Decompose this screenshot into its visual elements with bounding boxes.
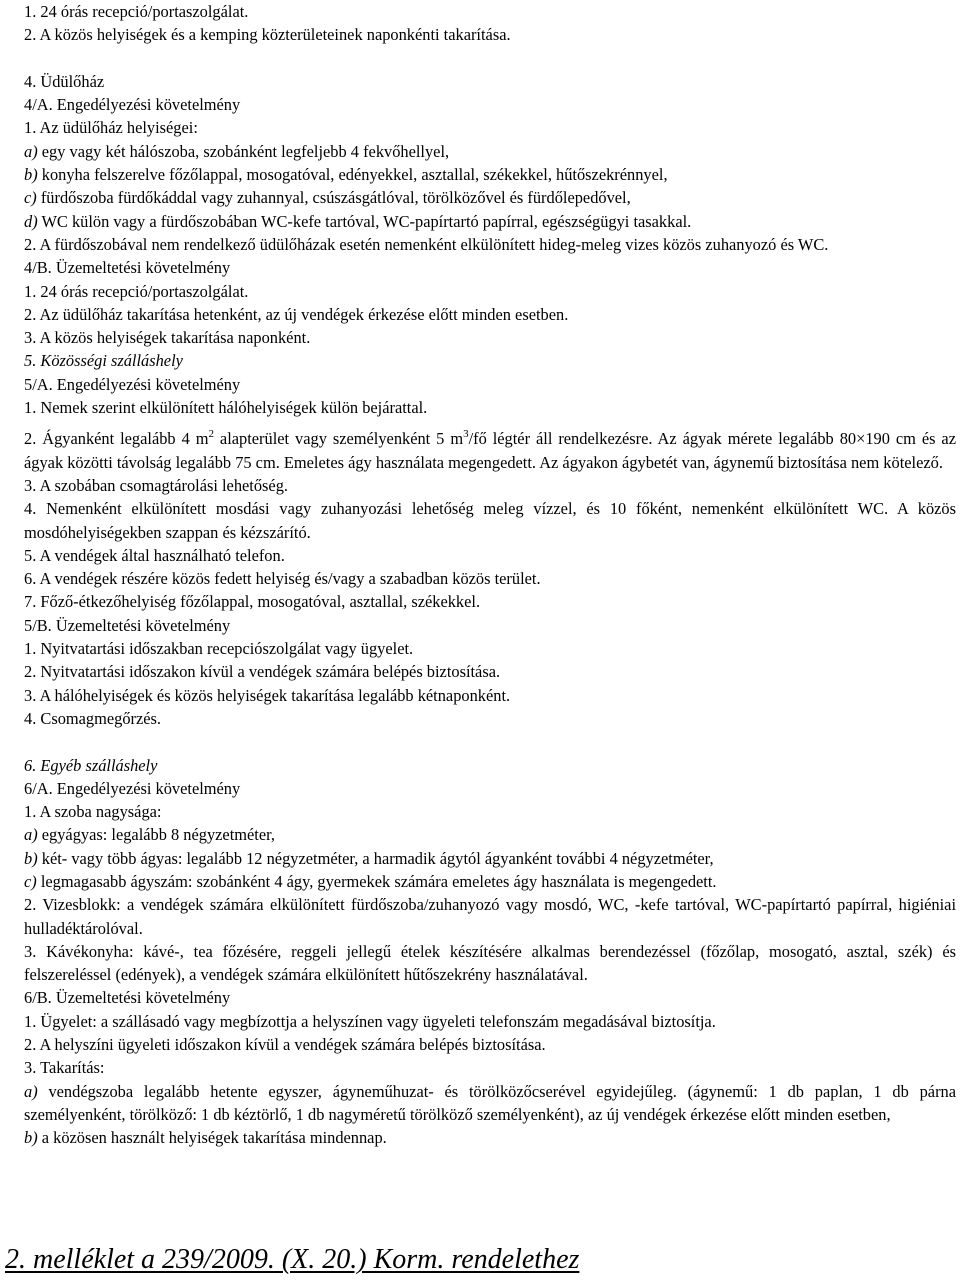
list-marker: b) <box>24 165 38 185</box>
subsection-heading-5b: 5/B. Üzemeltetési követelmény <box>24 615 231 635</box>
paragraph: 3. A közös helyiségek takarítása naponként. <box>24 328 311 348</box>
list-marker: c) <box>24 188 37 208</box>
list-item-text: WC külön vagy a fürdőszobában WC-kefe tartóval, WC-papírtartó papírral, egészségügyi tasakkal. <box>37 211 692 231</box>
paragraph: 3. A hálóhelyiségek és közös helyiségek takarítása legalább kétnaponként. <box>24 685 511 705</box>
subsection-heading-5a: 5/A. Engedélyezési követelmény <box>24 374 241 394</box>
list-item <box>5 1126 956 1149</box>
subsection-heading-4a: 4/A. Engedélyezési követelmény <box>24 95 241 115</box>
paragraph: 3. Kávékonyha: kávé-, tea főzésére, reggeli jellegű ételek készítésére alkalmas berendezéssel (főzőlap, mosogató, asztal, szék) és felszereléssel (edények), a vendégek számára elkülönített hűtőszekrény használatával. <box>24 941 956 985</box>
list-item <box>5 1080 956 1127</box>
list-marker: b) <box>24 848 38 868</box>
list-marker: a) <box>24 141 38 161</box>
list-marker: b) <box>24 1128 38 1148</box>
list-item <box>5 210 956 233</box>
paragraph: 4. Csomagmegőrzés. <box>24 708 162 728</box>
text-run: /fő légtér áll rendelkezésre. Az ágyak mérete legalább 80×190 cm és az ágyak közötti távolság legalább 75 cm. Emeletes ágy használata megengedett. Az ágyakon ágybetét van, ágynemű biztosítása nem kötelező. <box>24 429 956 472</box>
list-item-text: konyha felszerelve főzőlappal, mosogatóval, edényekkel, asztallal, székekkel, hűtőszekrénnyel, <box>37 165 668 185</box>
list-item-text: egy vagy két hálószoba, szobánként legfeljebb 4 fekvőhellyel, <box>37 141 450 161</box>
paragraph: 7. Főző-étkezőhelyiség főzőlappal, mosogatóval, asztallal, székekkel. <box>24 592 481 612</box>
list-item-text: fürdőszoba fürdőkáddal vagy zuhannyal, csúszásgátlóval, törölközővel és fürdőlepedővel, <box>36 188 631 208</box>
subsection-heading-6a: 6/A. Engedélyezési követelmény <box>24 778 241 798</box>
paragraph: 2. A közös helyiségek és a kemping közterületeinek naponkénti takarítása. <box>24 25 511 45</box>
paragraph: 3. Takarítás: <box>24 1058 105 1078</box>
paragraph: 5. A vendégek által használható telefon. <box>24 545 285 565</box>
text-run: 2. Ágyanként legalább 4 m <box>24 429 209 449</box>
superscript: 3 <box>463 428 469 441</box>
list-item-text: két- vagy több ágyas: legalább 12 négyzetméter, a harmadik ágytól ágyanként további 4 négyzetméter, <box>37 848 714 868</box>
paragraph: 1. 24 órás recepció/portaszolgálat. <box>24 281 249 301</box>
superscript: 2 <box>208 428 214 441</box>
list-marker: d) <box>24 211 38 231</box>
section-heading-4: 4. Üdülőház <box>24 71 105 91</box>
list-item-text: vendégszoba legalább hetente egyszer, ágyneműhuzat- és törölközőcserével egyidejűleg. (ágynemű: 1 db paplan, 1 db párna személyenként, törölköző: 1 db kéztörlő, 1 db nagyméretű törölköző személyenként), az új vendégek érkezése előtt minden esetben, <box>24 1081 956 1124</box>
paragraph: 1. Ügyelet: a szállásadó vagy megbízottja a helyszínen vagy ügyeleti telefonszám megadásával biztosítja. <box>24 1011 716 1031</box>
list-item <box>5 823 956 846</box>
paragraph: 1. Nyitvatartási időszakban recepciószolgálat vagy ügyelet. <box>24 639 414 659</box>
list-item <box>5 163 956 186</box>
spacer <box>5 419 956 427</box>
paragraph: 2. Az üdülőház takarítása hetenként, az új vendégek érkezése előtt minden esetben. <box>24 304 569 324</box>
list-item-text: egyágyas: legalább 8 négyzetméter, <box>37 825 276 845</box>
paragraph <box>5 427 956 474</box>
text-run: alapterület vagy személyenként 5 m <box>213 429 464 449</box>
spacer <box>5 730 956 753</box>
list-marker: c) <box>24 871 37 891</box>
paragraph: 3. A szobában csomagtárolási lehetőség. <box>24 475 289 495</box>
paragraph: 2. Nyitvatartási időszakon kívül a vendégek számára belépés biztosítása. <box>24 662 501 682</box>
subsection-heading-4b: 4/B. Üzemeltetési követelmény <box>24 258 231 278</box>
paragraph: 2. Vizesblokk: a vendégek számára elkülönített fürdőszoba/zuhanyozó vagy mosdó, WC, -kefe tartóval, WC-papírtartó papírral, higiéniai hulladéktárolóval. <box>24 895 956 938</box>
subsection-heading-6b: 6/B. Üzemeltetési követelmény <box>24 988 231 1008</box>
paragraph: 6. A vendégek részére közös fedett helyiség és/vagy a szabadban közös terület. <box>24 569 541 589</box>
section-heading-5: 5. Közösségi szálláshely <box>24 351 183 371</box>
paragraph: 1. 24 órás recepció/portaszolgálat. <box>24 2 249 21</box>
paragraph: 1. Nemek szerint elkülönített hálóhelyiségek külön bejárattal. <box>24 398 428 418</box>
paragraph: 2. A fürdőszobával nem rendelkező üdülőházak esetén nemenként elkülönített hideg-meleg vizes közös zuhanyozó és WC. <box>24 234 829 254</box>
annex-title: 2. melléklet a 239/2009. (X. 20.) Korm. rendelethez <box>5 1244 580 1275</box>
paragraph: 1. Az üdülőház helyiségei: <box>24 118 198 138</box>
list-marker: a) <box>24 825 38 845</box>
list-item <box>5 870 956 893</box>
list-item-text: a közösen használt helyiségek takarítása mindennap. <box>37 1128 387 1148</box>
paragraph: 4. Nemenként elkülönített mosdási vagy zuhanyozási lehetőség meleg vízzel, és 10 főként, nemenként elkülönített WC. A közös mosdóhelyiségekben szappan és kézszárító. <box>24 499 956 542</box>
paragraph: 2. A helyszíni ügyeleti időszakon kívül a vendégek számára belépés biztosítása. <box>24 1035 546 1055</box>
list-item <box>5 140 956 163</box>
list-item <box>5 186 956 209</box>
list-item-text: legmagasabb ágyszám: szobánként 4 ágy, gyermekek számára emeletes ágy használata is megengedett. <box>36 871 717 891</box>
list-marker: a) <box>24 1081 38 1101</box>
list-item <box>5 847 956 870</box>
spacer <box>5 47 956 70</box>
section-heading-6: 6. Egyéb szálláshely <box>24 755 158 775</box>
paragraph: 1. A szoba nagysága: <box>24 802 162 822</box>
